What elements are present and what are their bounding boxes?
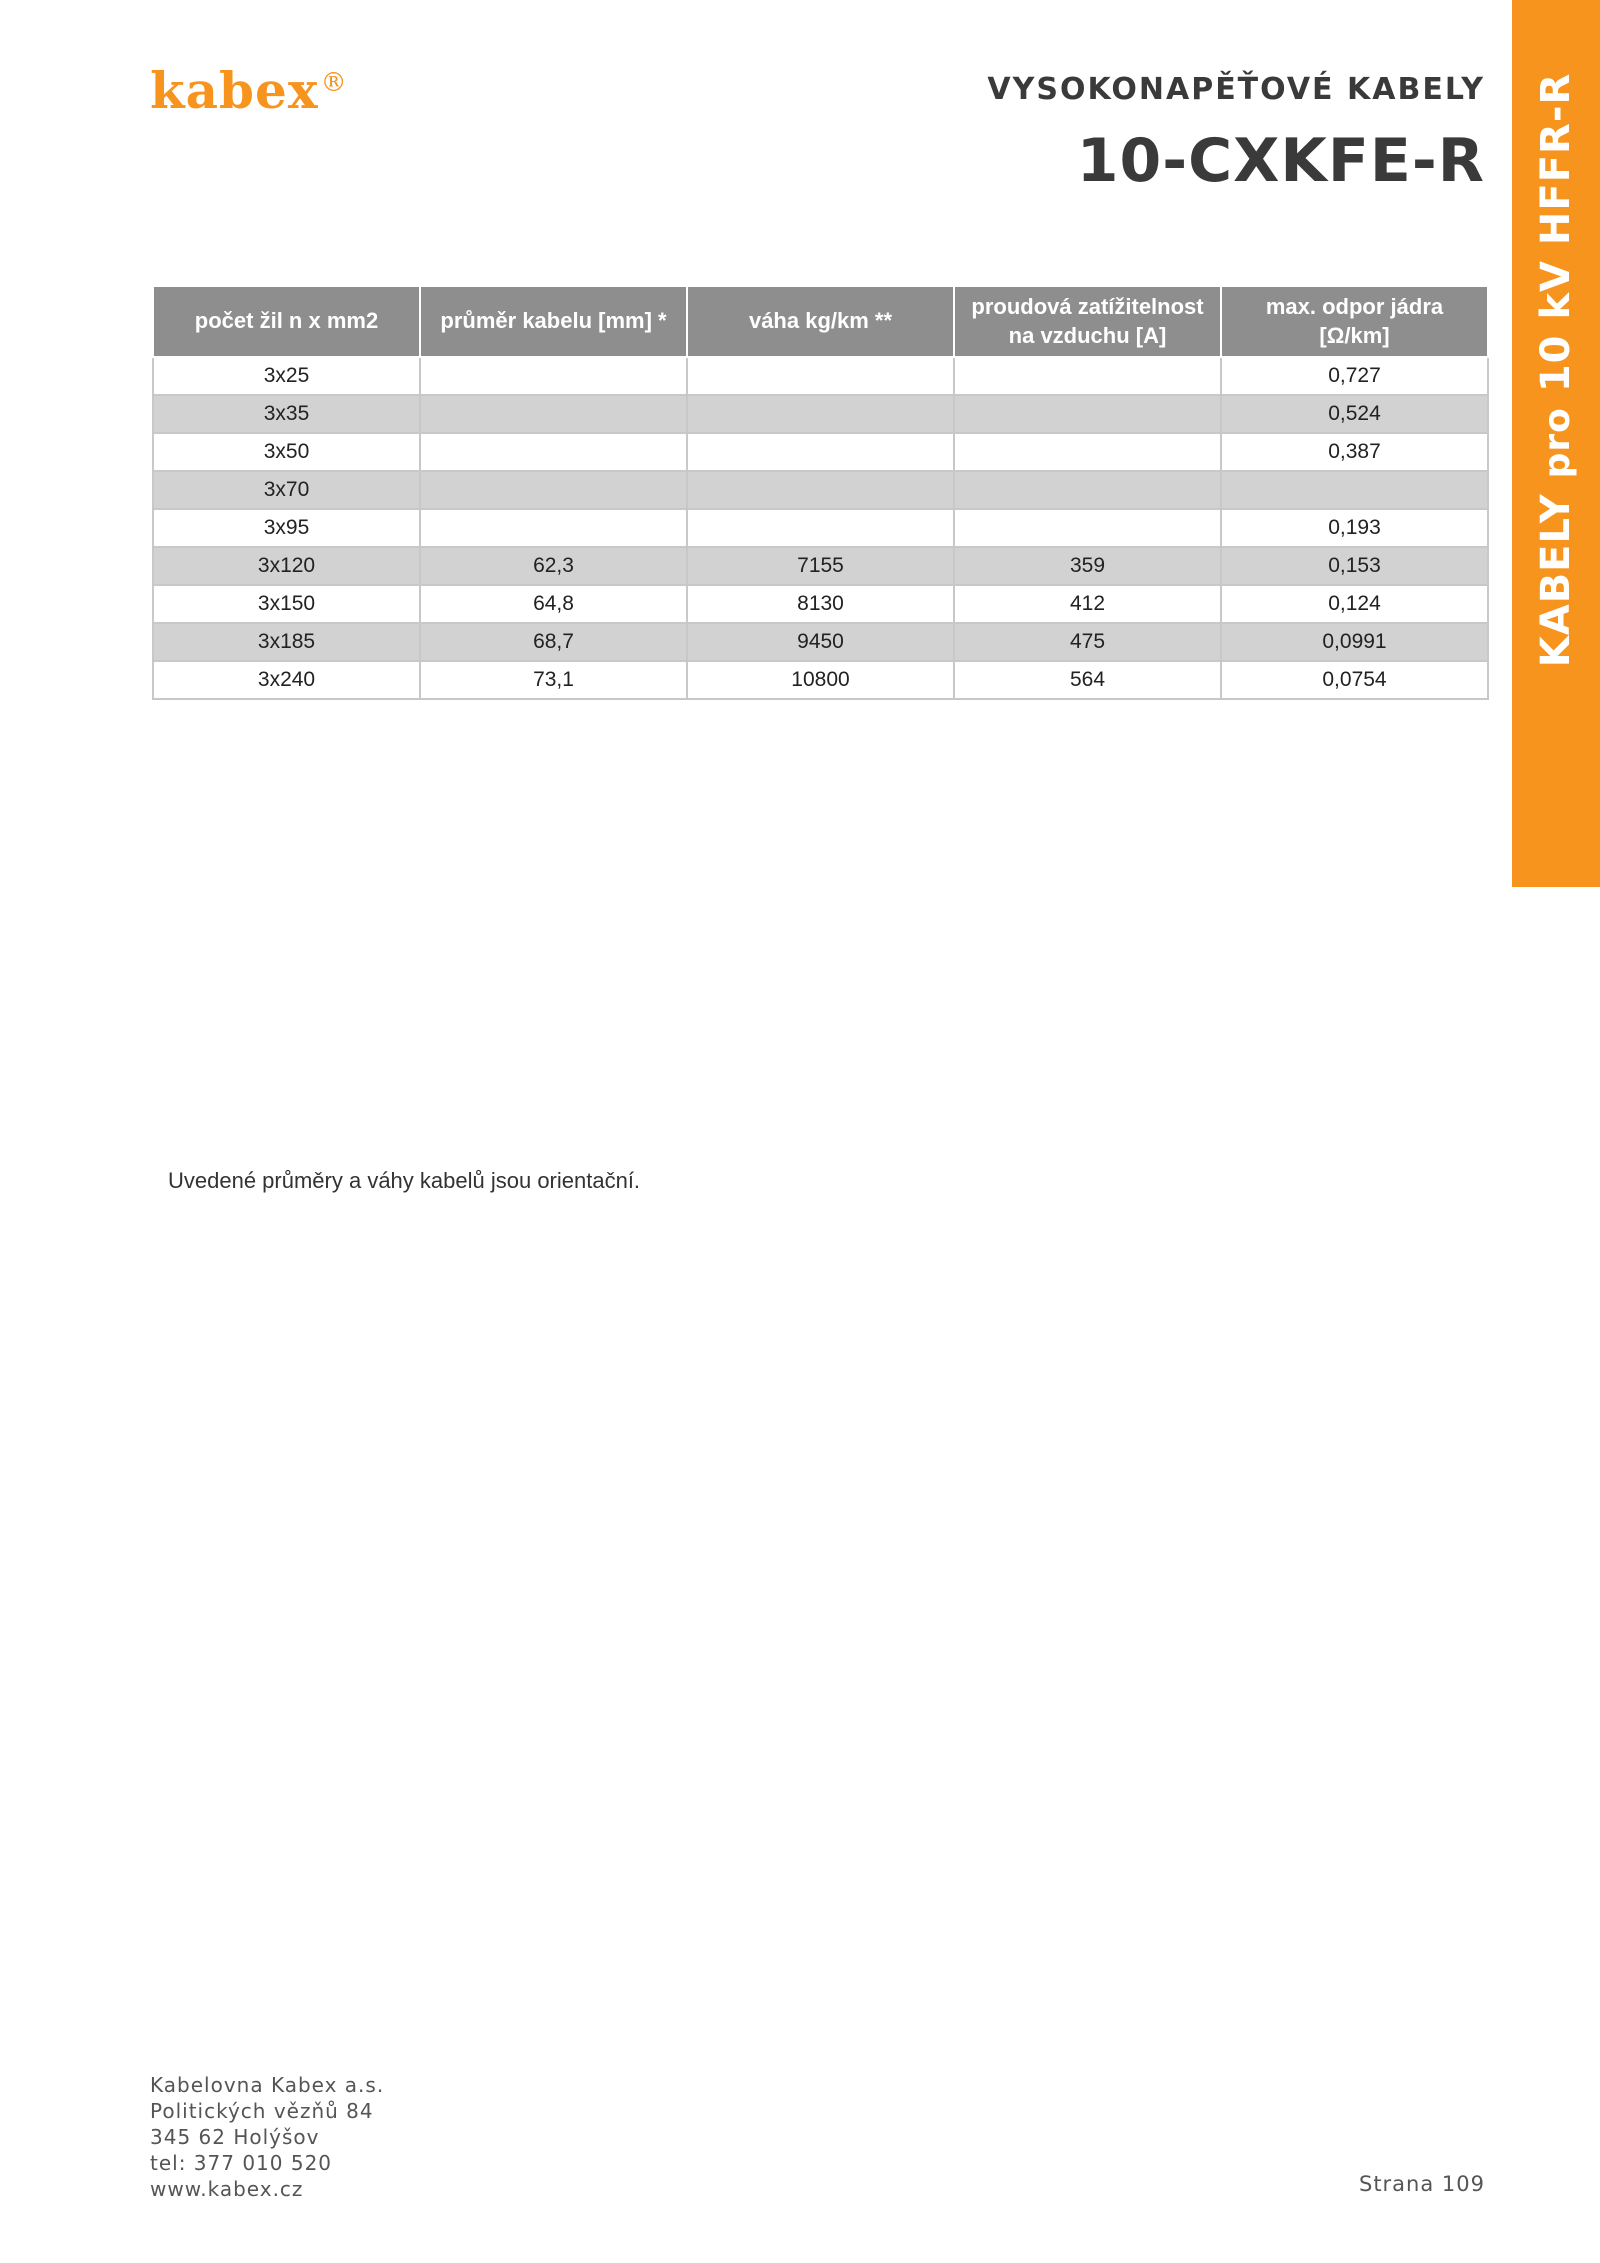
cell-resistance: 0,387 xyxy=(1221,433,1488,471)
table-row xyxy=(153,509,1488,547)
cell-cores: 3x240 xyxy=(153,661,420,699)
cell-current xyxy=(954,509,1221,547)
page-number: Strana 109 xyxy=(1358,2172,1485,2196)
product-title: 10-CXKFE-R xyxy=(1076,126,1485,196)
cell-diameter xyxy=(420,395,687,433)
table-row xyxy=(153,433,1488,471)
table-row xyxy=(153,357,1488,395)
table-row xyxy=(153,623,1488,661)
phone: tel: 377 010 520 xyxy=(150,2151,333,2175)
cell-weight xyxy=(687,471,954,509)
cell-current: 564 xyxy=(954,661,1221,699)
cable-spec-table xyxy=(152,285,1489,700)
cell-cores: 3x120 xyxy=(153,547,420,585)
table-header-row xyxy=(153,286,1488,357)
cell-weight xyxy=(687,509,954,547)
col-header-current: proudová zatížitelnost na vzduchu [A] xyxy=(954,286,1221,357)
cell-cores: 3x185 xyxy=(153,623,420,661)
cell-current xyxy=(954,395,1221,433)
cell-diameter: 64,8 xyxy=(420,585,687,623)
side-tab-part1: KABELY xyxy=(1533,478,1579,668)
company-address xyxy=(150,2072,384,2202)
kabex-logo xyxy=(150,61,348,120)
cell-weight xyxy=(687,357,954,395)
col-header-weight: váha kg/km ** xyxy=(687,286,954,357)
cell-cores: 3x95 xyxy=(153,509,420,547)
website: www.kabex.cz xyxy=(150,2177,304,2201)
footnote: Uvedené průměry a váhy kabelů jsou orientační. xyxy=(168,1168,641,1193)
table-row xyxy=(153,471,1488,509)
cell-current: 412 xyxy=(954,585,1221,623)
table-row xyxy=(153,661,1488,699)
cell-current xyxy=(954,433,1221,471)
cell-cores: 3x150 xyxy=(153,585,420,623)
logo-text: kabex xyxy=(150,61,319,120)
cell-resistance: 0,524 xyxy=(1221,395,1488,433)
cell-diameter xyxy=(420,357,687,395)
cell-diameter: 68,7 xyxy=(420,623,687,661)
col-header-diameter: průměr kabelu [mm] * xyxy=(420,286,687,357)
cell-weight xyxy=(687,433,954,471)
cell-current xyxy=(954,357,1221,395)
address-street: Politických vězňů 84 xyxy=(150,2099,374,2123)
cell-resistance xyxy=(1221,471,1488,509)
cell-weight: 9450 xyxy=(687,623,954,661)
side-tab xyxy=(1512,0,1600,887)
cell-diameter xyxy=(420,509,687,547)
cell-cores: 3x35 xyxy=(153,395,420,433)
cell-weight xyxy=(687,395,954,433)
table-row xyxy=(153,395,1488,433)
side-tab-part3: 10 kV HFFR-R xyxy=(1533,72,1579,408)
cell-diameter xyxy=(420,471,687,509)
cell-diameter: 73,1 xyxy=(420,661,687,699)
side-tab-label xyxy=(1533,73,1579,668)
cell-resistance: 0,727 xyxy=(1221,357,1488,395)
cell-resistance: 0,0991 xyxy=(1221,623,1488,661)
category-title: VYSOKONAPĚŤOVÉ KABELY xyxy=(987,72,1485,107)
cell-resistance: 0,0754 xyxy=(1221,661,1488,699)
company-name: Kabelovna Kabex a.s. xyxy=(150,2073,385,2097)
cell-cores: 3x25 xyxy=(153,357,420,395)
cell-cores: 3x50 xyxy=(153,433,420,471)
cell-weight: 10800 xyxy=(687,661,954,699)
col-header-resistance: max. odpor jádra [Ω/km] xyxy=(1221,286,1488,357)
cell-diameter: 62,3 xyxy=(420,547,687,585)
cell-diameter xyxy=(420,433,687,471)
cell-resistance: 0,153 xyxy=(1221,547,1488,585)
cell-current xyxy=(954,471,1221,509)
cell-cores: 3x70 xyxy=(153,471,420,509)
cell-weight: 8130 xyxy=(687,585,954,623)
col-header-cores: počet žil n x mm2 xyxy=(153,286,420,357)
cell-weight: 7155 xyxy=(687,547,954,585)
table-row xyxy=(153,547,1488,585)
cell-resistance: 0,193 xyxy=(1221,509,1488,547)
address-city: 345 62 Holýšov xyxy=(150,2125,320,2149)
cell-resistance: 0,124 xyxy=(1221,585,1488,623)
side-tab-part2: pro xyxy=(1537,407,1578,479)
cell-current: 359 xyxy=(954,547,1221,585)
registered-mark: ® xyxy=(320,68,348,98)
cell-current: 475 xyxy=(954,623,1221,661)
table-row xyxy=(153,585,1488,623)
